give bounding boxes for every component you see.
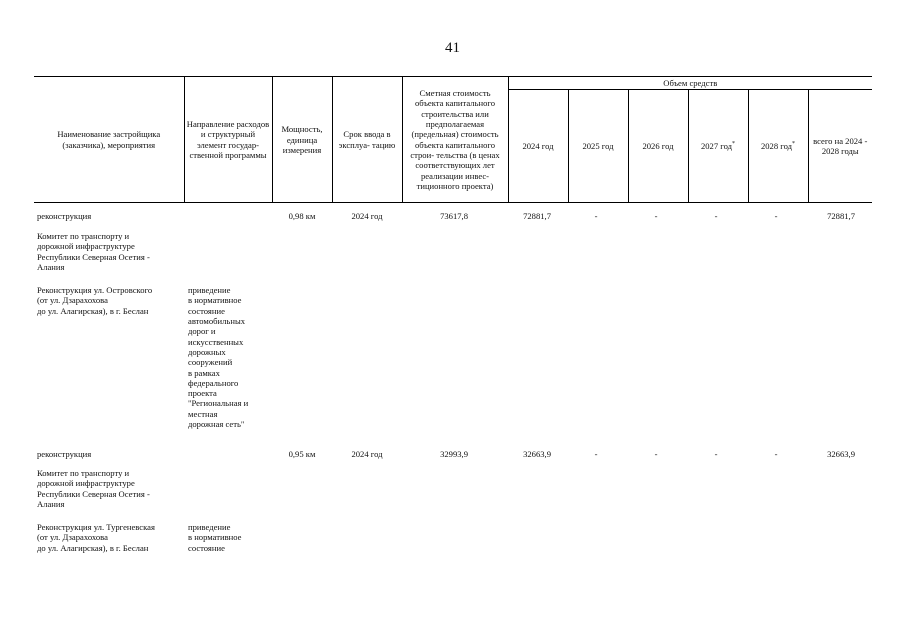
header-year-2026: 2026 год [628,90,688,203]
row-1-2028: - [774,211,778,221]
row-2-name: Комитет по транспорту и дорожной инфраструктуре Республики Северная Осетия - Алания [37,231,150,272]
row-1-2026: - [654,211,658,221]
row-1-term: 2024 год [351,211,383,221]
row-4-term: 2024 год [351,449,383,459]
row-4-2026: - [654,449,658,459]
row-3-name: Реконструкция ул. Островского (от ул. Дзарахохова до ул. Алагирская), в г. Беслан [37,285,153,316]
header-name: Наименование застройщика (заказчика), мероприятия [34,77,184,203]
row-1-2025: - [594,211,598,221]
row-4-2024: 32663,9 [523,449,551,459]
row-4-total: 32663,9 [827,449,855,459]
header-year-2027: 2027 год* [688,90,748,203]
row-1-total: 72881,7 [827,211,855,221]
row-4-2025: - [594,449,598,459]
header-direction: Направление расходов и структурный элемент государ- ственной программы [184,77,272,203]
header-year-2025: 2025 год [568,90,628,203]
row-1-cost: 73617,8 [440,211,468,221]
row-1-2027: - [714,211,718,221]
row-6-name: Реконструкция ул. Тургеневская (от ул. Дзарахохова до ул. Алагирская), в г. Беслан [37,522,155,553]
row-1-name: реконструкция [37,211,92,221]
row-4-2028: - [774,449,778,459]
row-6-direction: приведение в нормативное состояние [188,522,242,553]
header-year-2028: 2028 год* [748,90,808,203]
header-term: Срок ввода в эксплуа- тацию [332,77,402,203]
header-volume: Объем средств [508,77,872,90]
row-4-name: реконструкция [37,449,92,459]
row-5-name: Комитет по транспорту и дорожной инфраструктуре Республики Северная Осетия - Алания [37,468,150,509]
row-1-2024: 72881,7 [523,211,551,221]
row-1-capacity: 0,98 км [288,211,316,221]
row-4-cost: 32993,9 [440,449,468,459]
row-3-direction: приведение в нормативное состояние автомобильных дорог и искусственных дорожных сооружений в рамках федерального проекта "Региональная и местная дорожная сеть" [188,285,249,430]
header-total: всего на 2024 - 2028 годы [808,90,872,203]
row-4-2027: - [714,449,718,459]
header-capacity: Мощность, единица измерения [272,77,332,203]
header-year-2024: 2024 год [508,90,568,203]
page-number: 41 [445,40,460,56]
table-header [34,76,872,203]
row-4-capacity: 0,95 км [288,449,316,459]
header-cost: Сметная стоимость объекта капитального строительства или предполагаемая (предельная) стоимость объекта капитального строи- тельства (в ценах соответствующих лет реализации инвес- тиционного проекта) [402,77,508,203]
